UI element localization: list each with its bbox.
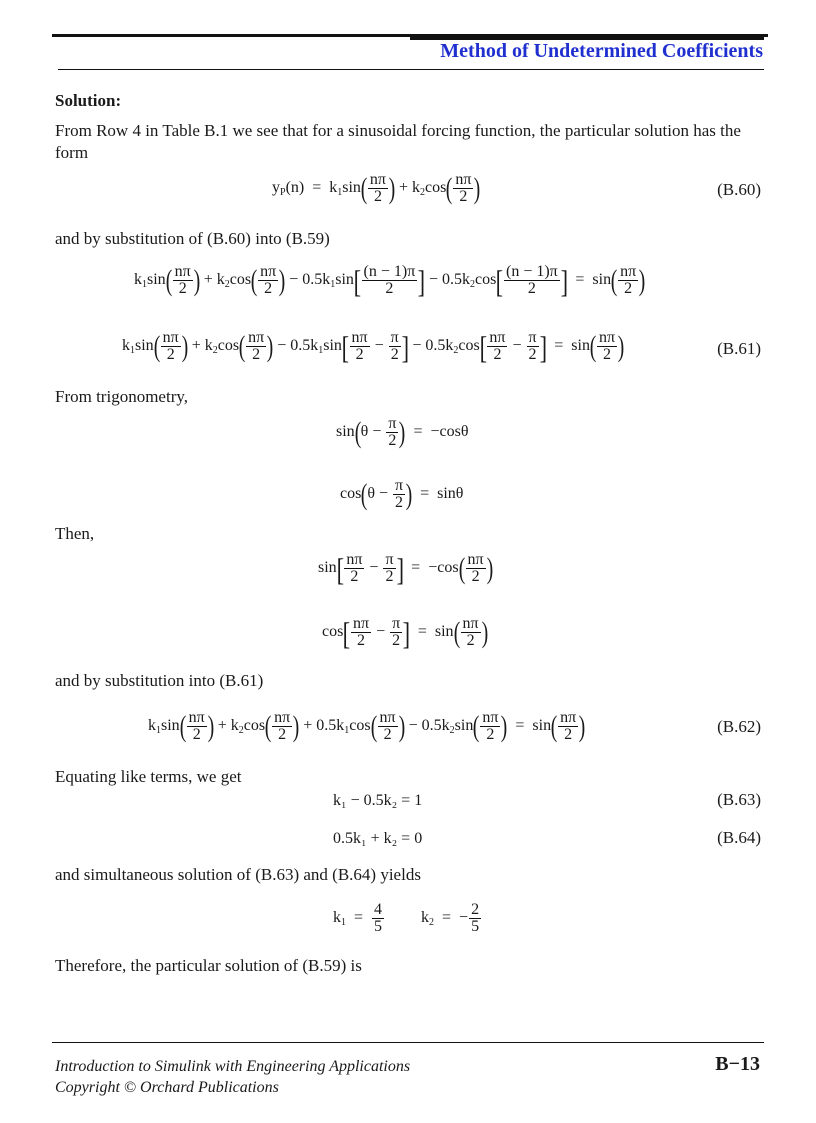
identity-cos-shift: cos(θ − $\frac{\pi}{2}$ ) = sinθ <box>340 477 464 511</box>
book-title: Introduction to Simulink with Engineering Applications <box>55 1058 411 1075</box>
substitution-paragraph: and by substitution of (B.60) into (B.59) <box>55 229 330 248</box>
equation-b62: $k_1\sin$( $\frac{n\pi}{2}$ ) + $k_2\cos$( $\frac{n\pi}{2}$ ) + $0.5k_1\cos$( $\frac{n\pi}{2}$ ) − $0.5k_2\sin$( $\frac{n\pi}{2}$ ) = sin( $\frac{n\pi}{2}$ ) <box>148 709 586 743</box>
equation-b60-number: (B.60) <box>717 180 761 199</box>
equation-b64: 0.5k₁ + k₂ = 0 <box>333 830 423 847</box>
simultaneous-paragraph: and simultaneous solution of (B.63) and (B.64) yields <box>55 865 421 884</box>
equation-substituted: $k_1\sin$( $\frac{n\pi}{2}$ ) + $k_2\cos$( $\frac{n\pi}{2}$ ) − $0.5k_1\sin$[ $\frac{(n - 1)\pi}{2}$ ] − $0.5k_2\cos$[ $\frac{(n - 1)\pi}{2}$ ] = sin( $\frac{n\pi}{2}$ ) <box>134 262 646 299</box>
solution-heading: Solution: <box>55 91 122 110</box>
trig-paragraph: From trigonometry, <box>55 387 188 406</box>
identity-sin-shift: sin(θ − $\frac{\pi}{2}$ ) = −cosθ <box>336 415 469 449</box>
therefore-paragraph: Therefore, the particular solution of (B.59) is <box>55 956 362 975</box>
then-paragraph: Then, <box>55 524 95 543</box>
page-number: B−13 <box>715 1053 760 1075</box>
intro-paragraph: From Row 4 in Table B.1 we see that for a sinusoidal forcing function, the particular solution has the form <box>55 121 741 162</box>
equation-b61: $k_1\sin$( $\frac{n\pi}{2}$ ) + $k_2\cos$( $\frac{n\pi}{2}$ ) − $0.5k_1\sin$[ $\frac{n\pi}{2}$ − $\frac{\pi}{2}$ ] − $0.5k_2\cos$[ $\frac{n\pi}{2}$ − $\frac{\pi}{2}$ ] = sin( $\frac{n\pi}{2}$ ) <box>122 328 625 365</box>
chapter-title: Method of Undetermined Coefficients <box>440 40 763 62</box>
equation-b60: $y_P(n) = k_1\sin$( $\frac{n\pi}{2}$ ) + $k_2\cos$( $\frac{n\pi}{2}$ ) <box>272 171 481 205</box>
header-subrule <box>58 69 764 70</box>
substitution-b61-paragraph: and by substitution into (B.61) <box>55 671 264 690</box>
equating-paragraph: Equating like terms, we get <box>55 767 242 786</box>
identity-sin-npi: sin[ $\frac{n\pi}{2}$ − $\frac{\pi}{2}$ ] = −cos( $\frac{n\pi}{2}$ ) <box>318 550 493 587</box>
copyright-line: Copyright © Orchard Publications <box>55 1079 279 1096</box>
identity-cos-npi: cos[ $\frac{n\pi}{2}$ − $\frac{\pi}{2}$ ] = sin( $\frac{n\pi}{2}$ ) <box>322 614 488 651</box>
footer-rule <box>52 1042 764 1043</box>
equation-b61-number: (B.61) <box>717 339 761 358</box>
equation-b63-number: (B.63) <box>717 790 761 809</box>
equation-b63: k₁ − 0.5k₂ = 1 <box>333 792 423 809</box>
footer-text <box>55 1056 410 1098</box>
equation-b62-number: (B.62) <box>717 717 761 736</box>
equation-b64-number: (B.64) <box>717 828 761 847</box>
coefficient-solution: $k_1$ = $\frac{4}{5}$ $k_2$ = − $\frac{2}{5}$ <box>333 901 480 935</box>
